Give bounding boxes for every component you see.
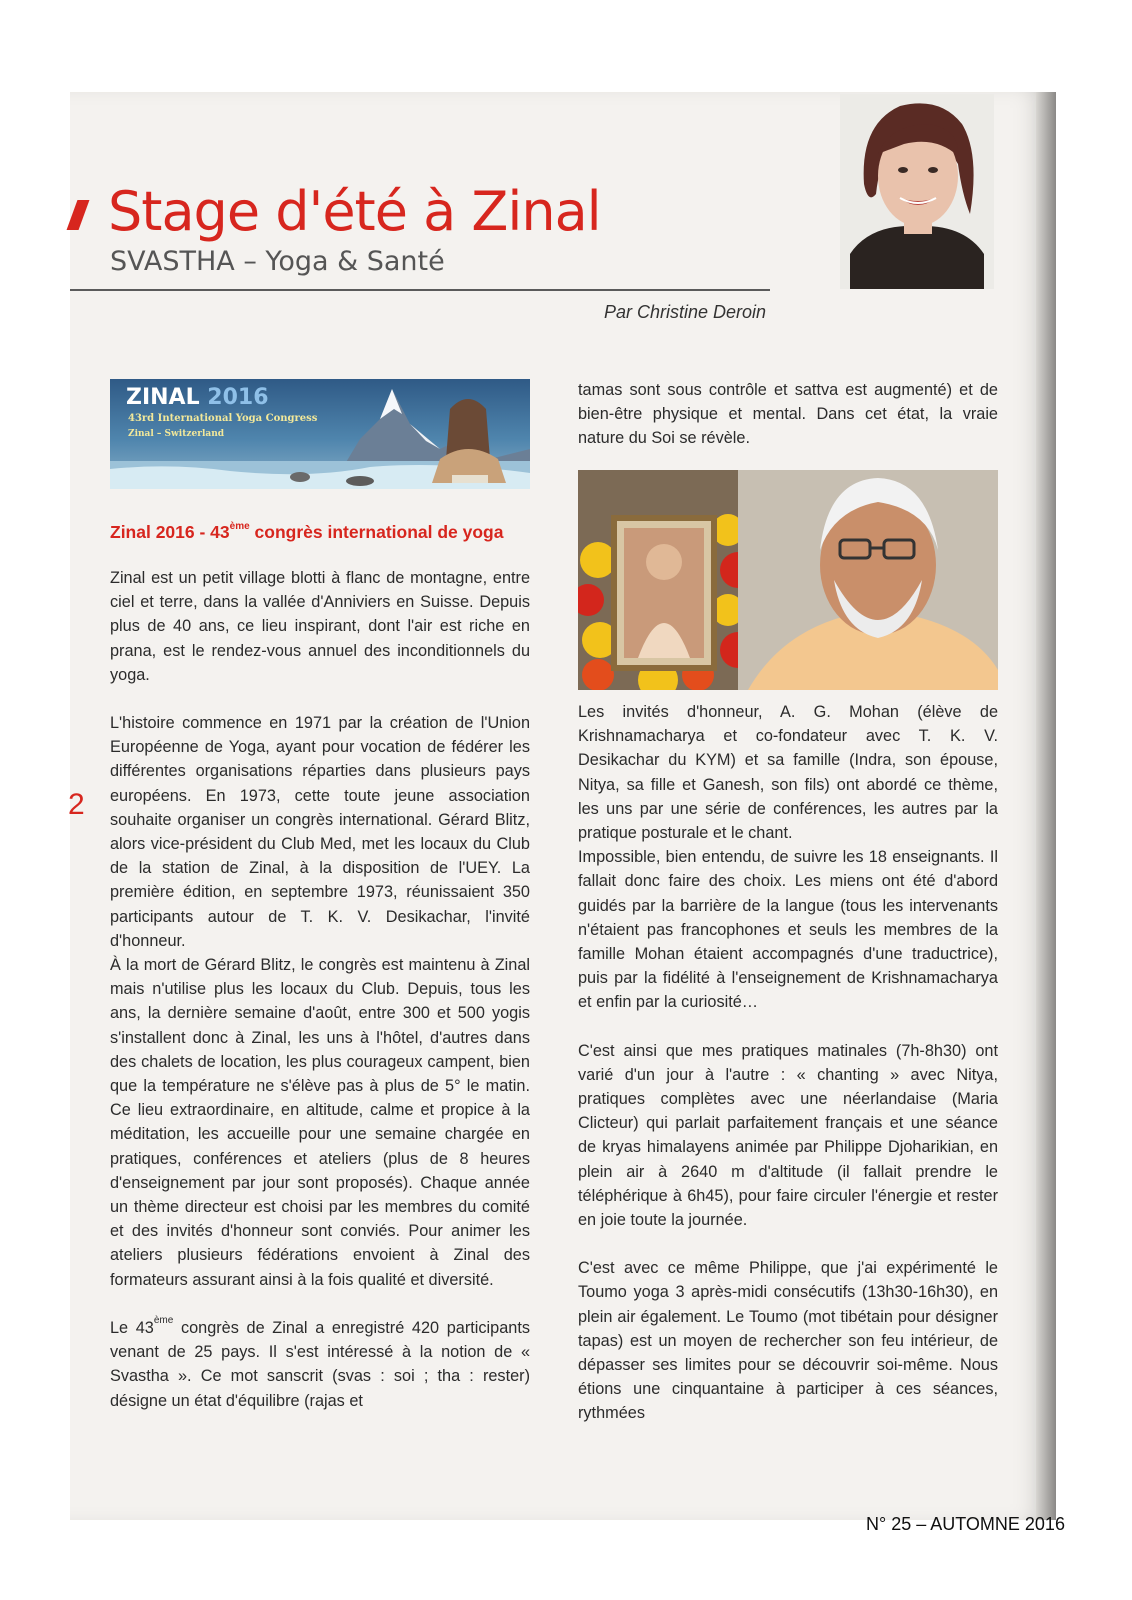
guest-photo <box>578 470 998 690</box>
article-subtitle: SVASTHA – Yoga & Santé <box>110 246 445 277</box>
left-column <box>110 566 530 1413</box>
left-paragraph-1: Zinal est un petit village blotti à flanc de montagne, entre ciel et terre, dans la vallée d'Anniviers en Suisse. Depuis plus de 40 ans, ce lieu inspirant, dont l'air est riche en prana, est le rendez-vous annuel des inconditionnels du yoga. <box>110 569 530 684</box>
right-column-top <box>578 378 998 451</box>
banner-title-year: 2016 <box>207 385 269 410</box>
section-heading-end: congrès international de yoga <box>249 522 504 542</box>
author-byline: Par Christine Deroin <box>604 302 767 322</box>
section-heading-start: Zinal 2016 - 43 <box>110 522 230 542</box>
left-paragraph-4-sup: ème <box>153 1314 174 1326</box>
right-paragraph-4: C'est avec ce même Philippe, que j'ai expérimenté le Toumo yoga 3 après-midi consécutifs (13h30-16h30), en plein air également. Le Toumo (mot tibétain pour désigner tapas) est un moyen de rechercher son feu intérieur, de dépasser ses limites pour se découvrir soi-même. Nous étions une cinquantaine à participer à ces séances, rythmées <box>578 1259 998 1423</box>
right-paragraph-2: Impossible, bien entendu, de suivre les 18 enseignants. Il fallait donc faire des choix. Les miens ont été d'abord guidés par la barrière de la langue (tous les intervenants n'étaient pas francophones et seuls les membres de la famille Mohan étaient accompagnés d'une traductrice), puis par la fidélité à l'enseignement de Krishnamacharya et enfin par la curiosité… <box>578 848 998 1012</box>
right-paragraph-0: tamas sont sous contrôle et sattva est augmenté) et de bien-être physique et mental. Dans cet état, la vraie nature du Soi se révèle. <box>578 381 998 448</box>
right-paragraph-3: C'est ainsi que mes pratiques matinales (7h-8h30) ont varié d'un jour à l'autre : « chanting » avec Nitya, pratiques complètes avec une néerlandaise (Maria Clicteur) qui parlait parfaitement français et une séance de kryas himalayens animée par Philippe Djoharikian, en plein air à 2640 m d'altitude (il fallait prendre le téléphérique à 6h45), pour faire circuler l'énergie et rester en joie toute la journée. <box>578 1041 998 1230</box>
banner-title-word: ZINAL <box>126 385 200 410</box>
left-paragraph-4 <box>110 1316 530 1413</box>
banner-subtitle: 43rd International Yoga Congress <box>128 413 318 424</box>
banner-title <box>126 385 269 410</box>
section-heading <box>110 522 503 543</box>
page-binding-shadow <box>1036 92 1056 1520</box>
left-paragraph-4-start: Le 43 <box>110 1318 154 1337</box>
title-rule <box>70 289 770 291</box>
article-title: Stage d'été à Zinal <box>108 180 601 243</box>
left-paragraph-4-end: congrès de Zinal a enregistré 420 participants venant de 25 pays. Il s'est intéressé à la notion de « Svastha ». Ce mot sanscrit (svas : soi ; tha : rester) désigne un état d'équilibre (rajas et <box>110 1318 530 1410</box>
right-paragraph-1: Les invités d'honneur, A. G. Mohan (élève de Krishnamacharya et co-fondateur avec T. K. V. Desikachar du KYM) et sa famille (Indra, son épouse, Nitya, sa fille et Ganesh, son fils) ont abordé ce thème, les uns par une série de conférences, les autres par la pratique posturale et le chant. <box>578 703 998 843</box>
issue-footer: N° 25 – AUTOMNE 2016 <box>866 1514 1065 1534</box>
right-column <box>578 700 998 1426</box>
left-paragraph-2: L'histoire commence en 1971 par la création de l'Union Européenne de Yoga, ayant pour vocation de fédérer les différentes organisations réparties dans plusieurs pays européens. En 1973, cette toute jeune association souhaite organiser un congrès international. Gérard Blitz, alors vice-président du Club Med, met les locaux du Club de la station de Zinal, à la disposition de l'UEY. La première édition, en septembre 1973, réunissaient 350 participants autour de T. K. V. Desikachar, l'invité d'honneur. <box>110 714 530 950</box>
page-number: 2 <box>68 788 85 821</box>
section-heading-sup: ème <box>229 521 250 532</box>
left-paragraph-3: À la mort de Gérard Blitz, le congrès est maintenu à Zinal mais n'utilise plus les locaux du Club. Depuis, tous les ans, la dernière semaine d'août, entre 300 et 500 yogis s'installent donc à Zinal, les uns à l'hôtel, d'autres dans des chalets de location, les plus courageux campent, bien que la température ne s'élève pas à plus de 5° le matin. Ce lieu extraordinaire, en altitude, calme et propice à la méditation, les accueille pour une semaine chargée en pratiques, conférences et ateliers (plus de 8 heures d'enseignement par jour sont proposés). Chaque année un thème directeur est choisi par les membres du comité et des invités d'honneur sont conviés. Pour animer les ateliers plusieurs fédérations envoient à Zinal des formateurs assurant ainsi à la fois qualité et diversité. <box>110 956 530 1289</box>
author-portrait <box>840 94 994 289</box>
congress-banner <box>110 379 530 489</box>
banner-location: Zinal – Switzerland <box>128 429 225 439</box>
